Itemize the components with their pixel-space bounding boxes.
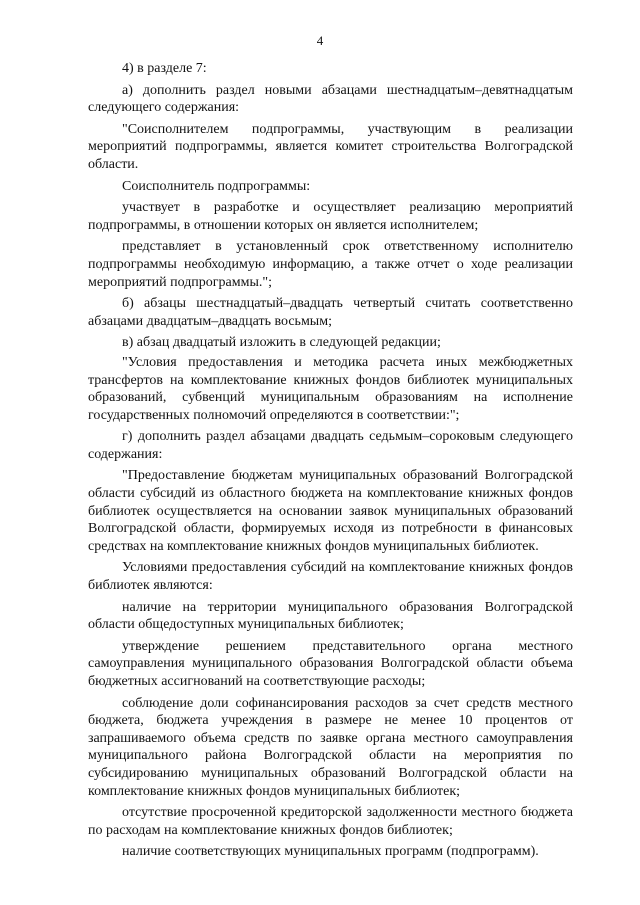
paragraph: наличие соответствующих муниципальных программ (подпрограмм). xyxy=(122,844,539,860)
paragraph: Условиями предоставления субсидий на комплектование книжных фондов библиотек являются: xyxy=(88,560,573,594)
paragraph: "Условия предоставления и методика расчета иных межбюджетных трансфертов на комплектование книжных фондов библиотек муниципальных образований, субвенций муниципальным образованиям на исполнение государственных полномочий определяются в соответствии:"; xyxy=(88,354,573,423)
paragraph: утверждение решением представительного органа местного самоуправления муниципального образования Волгоградской области объема бюджетных ассигнований на соответствующие расходы; xyxy=(88,638,573,689)
paragraph: "Соисполнителем подпрограммы, участвующим в реализации мероприятий подпрограммы, является комитет строительства Волгоградской области. xyxy=(88,121,573,172)
document-body xyxy=(88,60,573,865)
paragraph: а) дополнить раздел новыми абзацами шестнадцатым–девятнадцатым следующего содержания: xyxy=(88,82,573,116)
paragraph: б) абзацы шестнадцатый–двадцать четвертый считать соответственно абзацами двадцатым–двадцать восьмым; xyxy=(88,296,573,329)
paragraph: представляет в установленный срок ответственному исполнителю подпрограммы необходимую информацию, а также отчет о ходе реализации мероприятий подпрограммы."; xyxy=(88,239,573,290)
paragraph: соблюдение доли софинансирования расходов за счет средств местного бюджета, бюджета учреждения в размере не менее 10 процентов от запрашиваемого объема средств по заявке органа местного самоуправления муниципального района Волгоградской области на мероприятия по субсидированию муниципальных образований Волгоградской области на комплектование книжных фондов муниципальных библиотек; xyxy=(88,695,573,799)
page-number: 4 xyxy=(316,33,324,48)
paragraph: наличие на территории муниципального образования Волгоградской области общедоступных муниципальных библиотек; xyxy=(88,599,573,633)
paragraph: Соисполнитель подпрограммы: xyxy=(122,178,311,194)
paragraph: отсутствие просроченной кредиторской задолженности местного бюджета по расходам на комплектование книжных фондов библиотек; xyxy=(88,805,573,838)
paragraph: 4) в разделе 7: xyxy=(122,61,207,76)
paragraph: "Предоставление бюджетам муниципальных образований Волгоградской области субсидий из областного бюджета на комплектование книжных фондов библиотек осуществляется на основании заявок муниципальных образований Волгоградской области, формируемых исходя из потребности в финансовых средствах на комплектование книжных фондов муниципальных библиотек. xyxy=(88,468,573,554)
paragraph: участвует в разработке и осуществляет реализацию мероприятий подпрограммы, в отношении которых он является исполнителем; xyxy=(88,200,573,233)
paragraph: в) абзац двадцатый изложить в следующей редакции; xyxy=(122,335,441,351)
paragraph: г) дополнить раздел абзацами двадцать седьмым–сороковым следующего содержания: xyxy=(88,429,573,462)
